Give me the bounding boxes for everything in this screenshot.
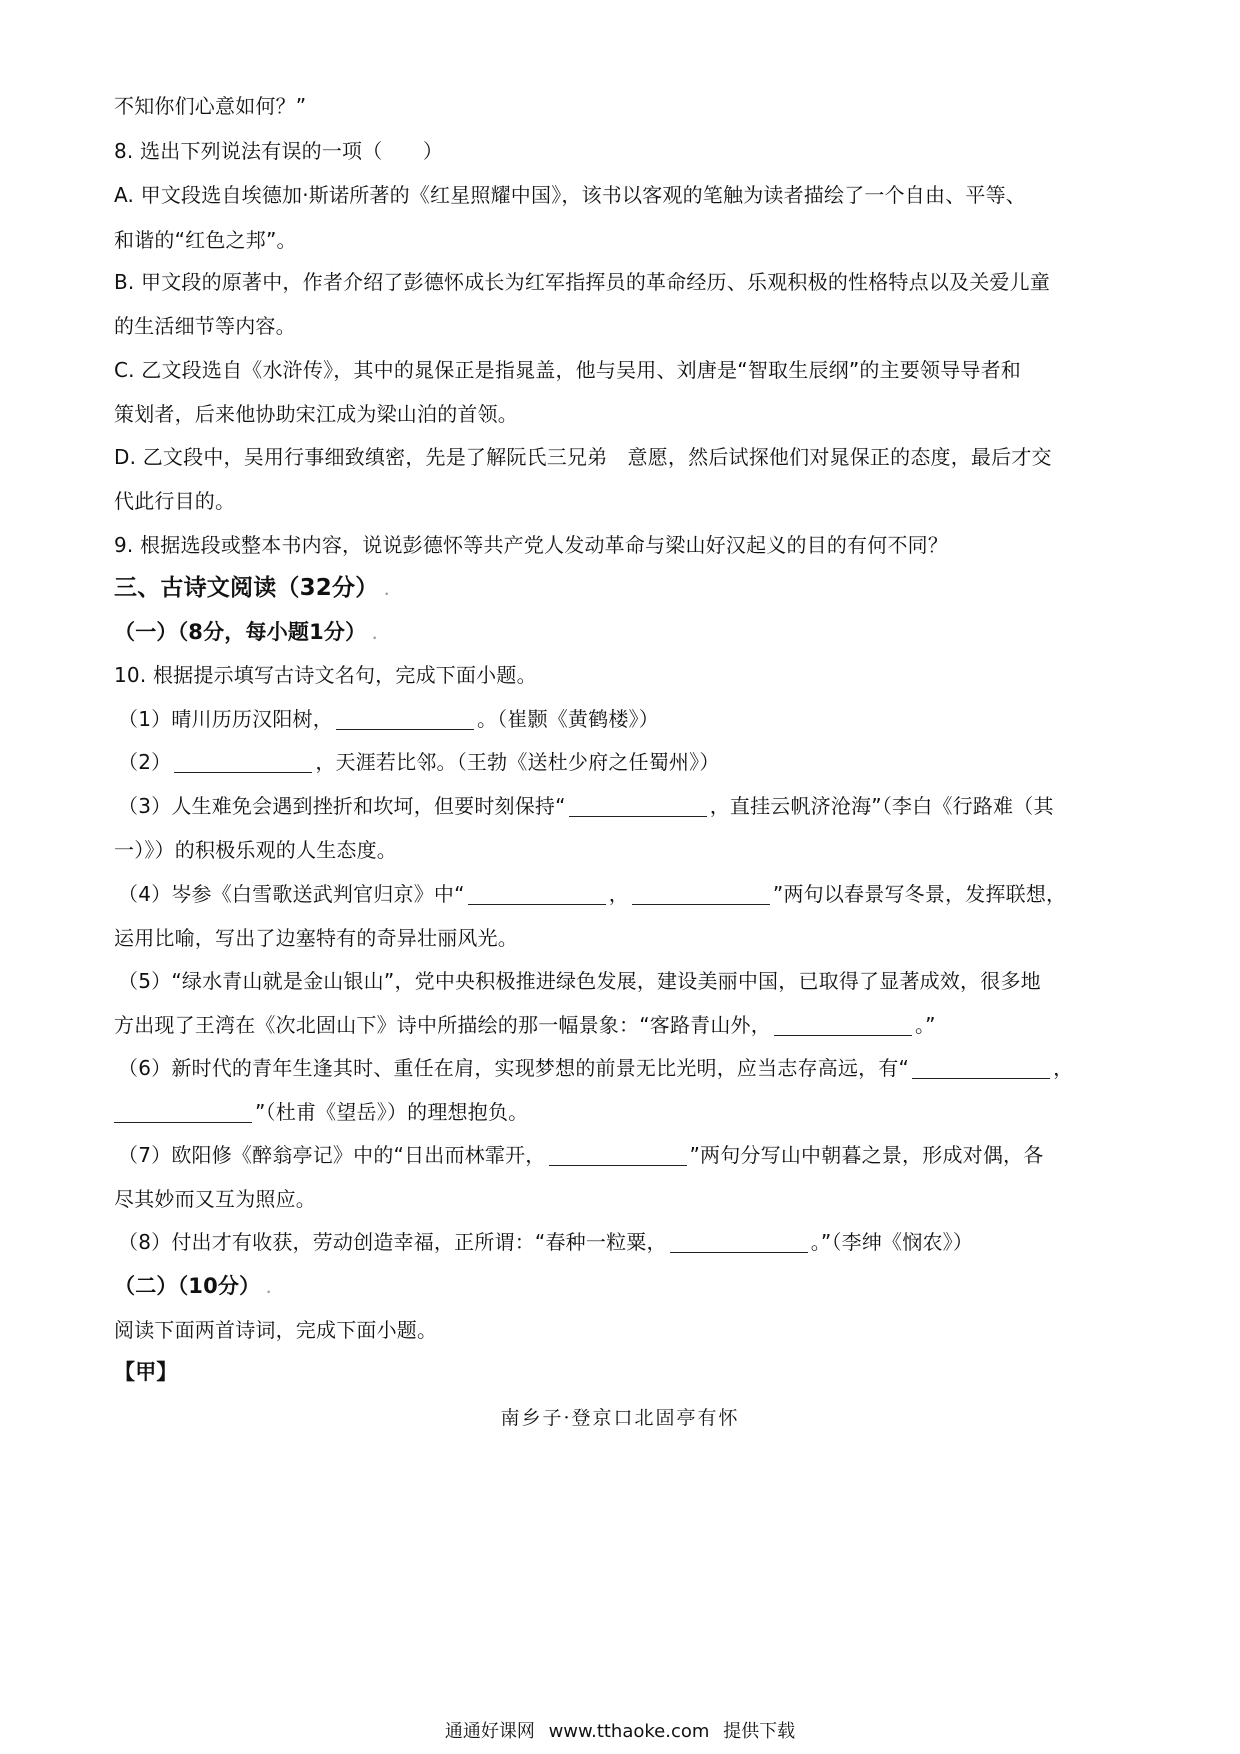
poem-title: 南乡子·登京口北固亭有怀 <box>500 1407 740 1429</box>
part-2-stem: 阅读下面两首诗词，完成下面小题。 <box>114 1318 438 1342</box>
option-b-line-1: B. 甲文段的原著中，作者介绍了彭德怀成长为红军指挥员的革命经历、乐观积极的性格特点以及关爱儿童 <box>114 270 1051 294</box>
question-10-stem: 10. 根据提示填写古诗文名句，完成下面小题。 <box>114 663 537 687</box>
q10-item-7-line-2: 尽其妙而又互为照应。 <box>114 1187 316 1211</box>
question-8-stem: 8. 选出下列说法有误的一项（ ） <box>114 139 444 163</box>
option-c-line-2: 策划者，后来他协助宋江成为梁山泊的首领。 <box>114 402 518 426</box>
section-3-title: 三、古诗文阅读（32分） . <box>114 575 390 601</box>
question-9-stem: 9. 根据选段或整本书内容，说说彭德怀等共产党人发动革命与梁山好汉起义的目的有何不同？ <box>114 533 949 557</box>
answer-blank[interactable] <box>549 1145 687 1166</box>
answer-blank[interactable] <box>774 1015 912 1036</box>
answer-blank[interactable] <box>632 884 770 905</box>
footer-url[interactable]: www.tthaoke.com <box>548 1721 710 1742</box>
q10-item-6-line-2: ”（杜甫《望岳》）的理想抱负。 <box>114 1098 1140 1126</box>
poem-jia-label: 【甲】 <box>114 1360 178 1384</box>
option-d-line-2: 代此行目的。 <box>114 489 236 513</box>
q10-item-6-line-1: （6）新时代的青年生逢其时、重任在肩，实现梦想的前景无比光明，应当志存高远，有“ ， <box>118 1056 1074 1080</box>
option-b-line-2: 的生活细节等内容。 <box>114 314 296 338</box>
answer-blank[interactable] <box>912 1058 1050 1079</box>
option-a-line-2: 和谐的“红色之邦”。 <box>114 228 297 252</box>
text-line: 不知你们心意如何？” <box>114 94 307 118</box>
answer-blank[interactable] <box>569 796 707 817</box>
page-footer <box>0 1717 1240 1743</box>
q10-item-4-line-2: 运用比喻，写出了边塞特有的奇异壮丽风光。 <box>114 926 518 950</box>
q10-item-3-line-1: （3）人生难免会遇到挫折和坎坷，但要时刻保持“ ，直挂云帆济沧海”（李白《行路难（其 <box>118 794 1054 818</box>
option-c-line-1: C. 乙文段选自《水浒传》，其中的晁保正是指晁盖，他与吴用、刘唐是“智取生辰纲”的主要领导导者和 <box>114 358 1022 382</box>
answer-blank[interactable] <box>114 1102 252 1123</box>
answer-blank[interactable] <box>670 1232 808 1253</box>
answer-blank[interactable] <box>174 752 312 773</box>
part-2-title: （二）（10分） . <box>114 1274 272 1298</box>
option-a-line-1: A. 甲文段选自埃德加·斯诺所著的《红星照耀中国》，该书以客观的笔触为读者描绘了一个自由、平等、 <box>114 183 1027 207</box>
q10-item-7-line-1: （7）欧阳修《醉翁亭记》中的“日出而林霏开， ”两句分写山中朝暮之景，形成对偶，各 <box>118 1143 1044 1167</box>
q10-item-3-line-2: 一）》）的积极乐观的人生态度。 <box>114 838 397 862</box>
q10-item-5-line-2: 方出现了王湾在《次北固山下》诗中所描绘的那一幅景象：“客路青山外， 。” <box>114 1013 936 1037</box>
footer-site-name: 通通好课网 <box>444 1721 535 1742</box>
footer-note: 提供下载 <box>723 1721 796 1742</box>
q10-item-2: （2） ，天涯若比邻。（王勃《送杜少府之任蜀州》） <box>118 750 720 774</box>
answer-blank[interactable] <box>468 884 606 905</box>
part-1-title: （一）（8分，每小题1分） . <box>114 620 378 644</box>
q10-item-8: （8）付出才有收获，劳动创造幸福，正所谓：“春种一粒粟， 。”（李绅《悯农》） <box>118 1230 974 1254</box>
q10-item-4-line-1: （4）岑参《白雪歌送武判官归京》中“ ， ”两句以春景写冬景，发挥联想， <box>118 882 1067 906</box>
q10-item-1: （1）晴川历历汉阳树， 。（崔颢《黄鹤楼》） <box>118 707 659 731</box>
q10-item-5-line-1: （5）“绿水青山就是金山银山”，党中央积极推进绿色发展，建设美丽中国，已取得了显著成效，很多地 <box>118 969 1041 993</box>
option-d-line-1: D. 乙文段中，吴用行事细致缜密，先是了解阮氏三兄弟 意愿，然后试探他们对晁保正的态度，最后才交 <box>114 445 1052 469</box>
answer-blank[interactable] <box>336 709 474 730</box>
